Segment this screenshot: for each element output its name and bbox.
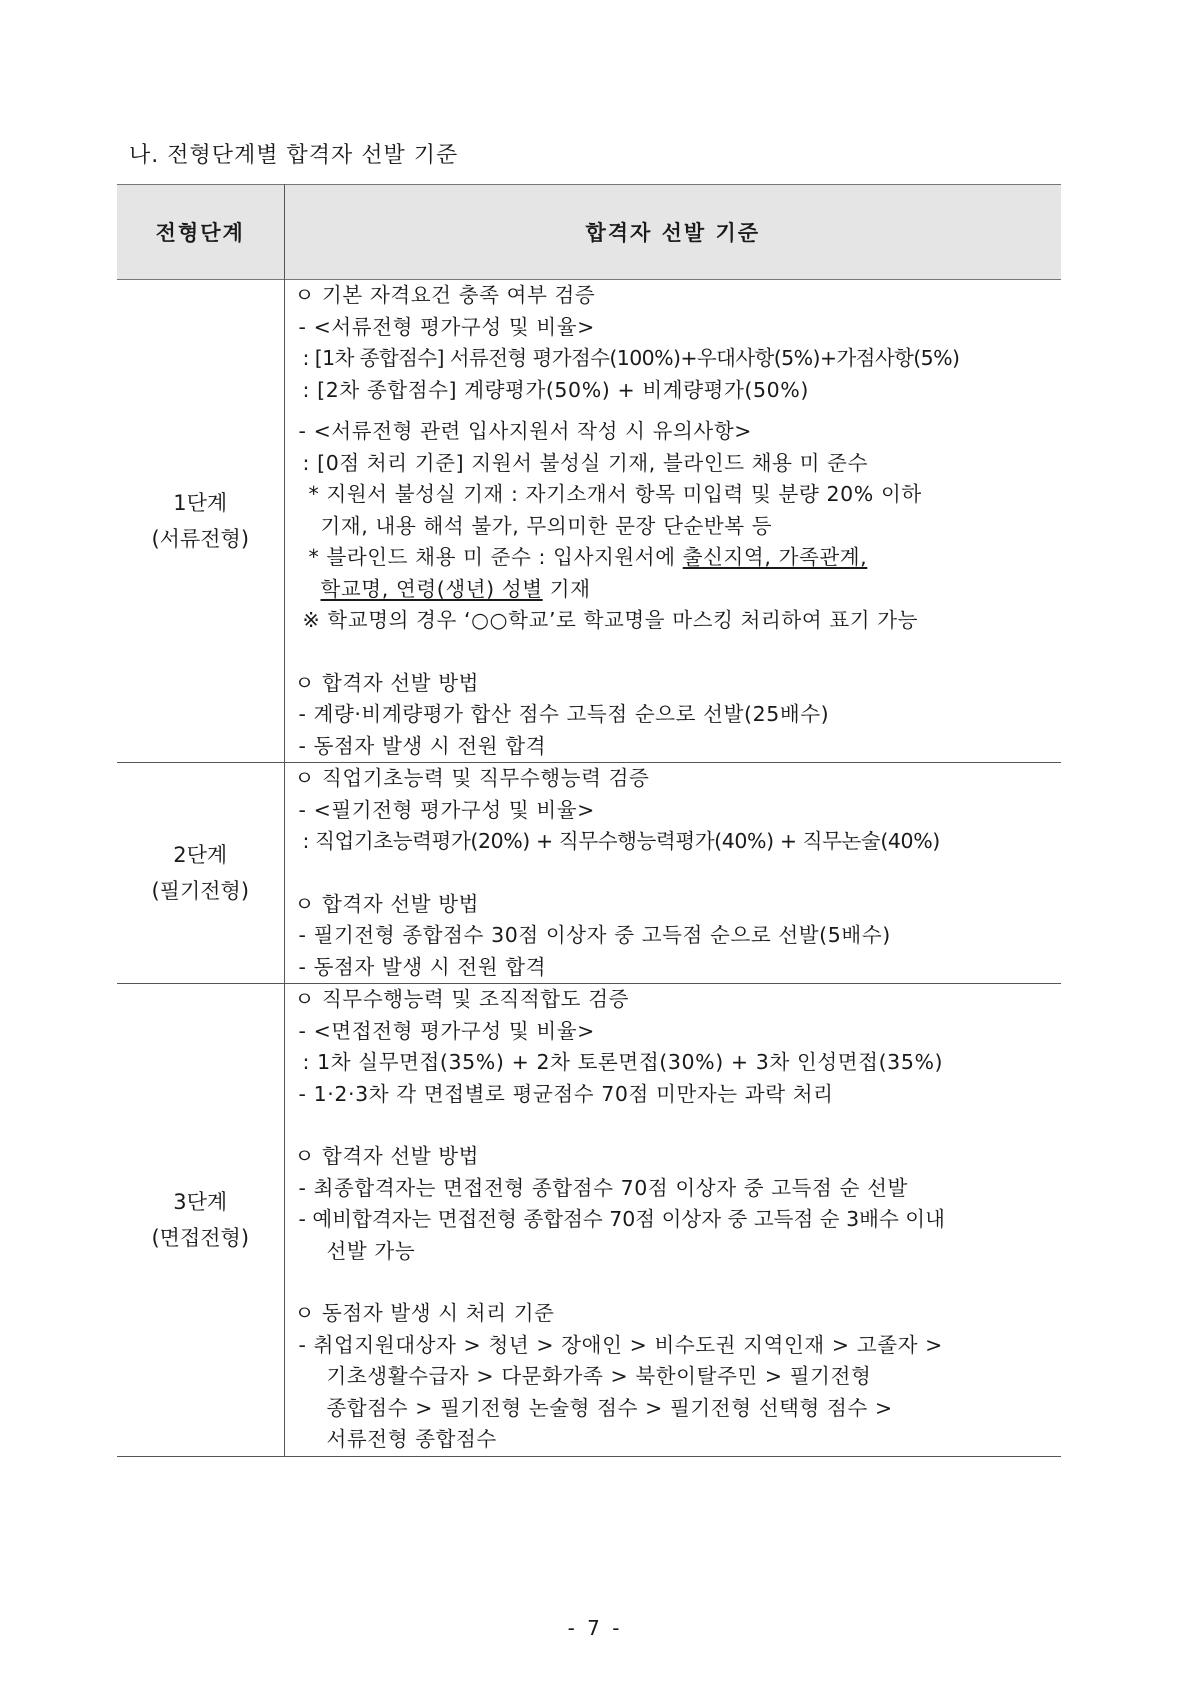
note-text: * 블라인드 채용 미 준수 : 입사지원서에 bbox=[308, 545, 683, 569]
selection-criteria-table bbox=[117, 184, 1061, 1457]
stage-name: 2단계 bbox=[173, 843, 228, 867]
criteria-heading: ㅇ 기본 자격요건 충족 여부 검증 bbox=[294, 283, 596, 307]
criteria-item: - 취업지원대상자 > 청년 > 장애인 > 비수도권 지역인재 > 고졸자 > bbox=[298, 1332, 943, 1357]
criteria-heading: ㅇ 합격자 선발 방법 bbox=[294, 670, 480, 695]
stage-type: (서류전형) bbox=[151, 527, 250, 551]
table-header-row bbox=[117, 185, 1061, 280]
criteria-item: - 1·2·3차 각 면접별로 평균점수 70점 미만자는 과락 처리 bbox=[298, 1081, 834, 1106]
table-row bbox=[117, 280, 1061, 763]
criteria-item-cont: 서류전형 종합점수 bbox=[326, 1427, 497, 1451]
criteria-item: - <서류전형 평가구성 및 비율> bbox=[298, 314, 595, 339]
stage-type: (면접전형) bbox=[151, 1225, 250, 1250]
criteria-detail: : 직업기초능력평가(20%) + 직무수행능력평가(40%) + 직무논술(40%) bbox=[302, 829, 940, 853]
criteria-note-cont: 기재, 내용 해석 불가, 무의미한 문장 단순반복 등 bbox=[320, 513, 773, 538]
criteria-note: * 지원서 불성실 기재 : 자기소개서 항목 미입력 및 분량 20% 이하 bbox=[308, 482, 922, 506]
criteria-detail: : 1차 실무면접(35%) + 2차 토론면접(30%) + 3차 인성면접(35%) bbox=[302, 1050, 944, 1074]
criteria-item-cont: 기초생활수급자 > 다문화가족 > 북한이탈주민 > 필기전형 bbox=[326, 1364, 872, 1388]
criteria-item-cont: 선발 가능 bbox=[326, 1238, 416, 1263]
criteria-item: - 동점자 발생 시 전원 합격 bbox=[298, 954, 547, 979]
criteria-note bbox=[285, 542, 1062, 574]
stage-type: (필기전형) bbox=[151, 879, 250, 903]
underlined-text: 학교명, 연령(생년) 성별 bbox=[320, 576, 543, 601]
criteria-cell bbox=[284, 763, 1061, 984]
section-title: 나. 전형단계별 합격자 선발 기준 bbox=[129, 143, 459, 168]
criteria-heading: ㅇ 합격자 선발 방법 bbox=[294, 1144, 480, 1168]
criteria-heading: ㅇ 직무수행능력 및 조직적합도 검증 bbox=[294, 987, 630, 1011]
criteria-item: - <서류전형 관련 입사지원서 작성 시 유의사항> bbox=[298, 419, 753, 443]
note-text: 기재 bbox=[542, 576, 591, 601]
criteria-detail: : [2차 종합점수] 계량평가(50%) + 비계량평가(50%) bbox=[302, 377, 809, 402]
criteria-item: - 동점자 발생 시 전원 합격 bbox=[298, 733, 547, 758]
criteria-item: - 예비합격자는 면접전형 종합점수 70점 이상자 중 고득점 순 3배수 이내 bbox=[298, 1207, 945, 1231]
stage-name: 3단계 bbox=[173, 1189, 228, 1214]
table-row bbox=[117, 984, 1061, 1457]
header-stage: 전형단계 bbox=[117, 185, 284, 280]
criteria-detail: : [0점 처리 기준] 지원서 불성실 기재, 블라인드 채용 미 준수 bbox=[302, 450, 868, 475]
stage-cell bbox=[117, 984, 284, 1457]
criteria-detail: : [1차 종합점수] 서류전형 평가점수(100%)+우대사항(5%)+가점사항(5%) bbox=[302, 346, 960, 370]
criteria-heading: ㅇ 동점자 발생 시 처리 기준 bbox=[294, 1301, 555, 1325]
stage-cell bbox=[117, 763, 284, 984]
criteria-cell bbox=[284, 280, 1061, 763]
page-number: - 7 - bbox=[567, 1616, 623, 1640]
criteria-item: - 필기전형 종합점수 30점 이상자 중 고득점 순으로 선발(5배수) bbox=[298, 923, 891, 947]
criteria-heading: ㅇ 직업기초능력 및 직무수행능력 검증 bbox=[294, 766, 650, 790]
criteria-remark: ※ 학교명의 경우 ‘○○학교’로 학교명을 마스킹 처리하여 표기 가능 bbox=[302, 608, 919, 632]
underlined-text: 출신지역, 가족관계, bbox=[682, 545, 868, 569]
criteria-heading: ㅇ 합격자 선발 방법 bbox=[294, 891, 480, 916]
criteria-item: - 계량·비계량평가 합산 점수 고득점 순으로 선발(25배수) bbox=[298, 702, 830, 726]
header-criteria: 합격자 선발 기준 bbox=[284, 185, 1061, 280]
table-row bbox=[117, 763, 1061, 984]
stage-cell bbox=[117, 280, 284, 763]
criteria-note-cont bbox=[285, 574, 1062, 606]
criteria-item-cont: 종합점수 > 필기전형 논술형 점수 > 필기전형 선택형 점수 > bbox=[326, 1395, 893, 1420]
criteria-item: - <필기전형 평가구성 및 비율> bbox=[298, 797, 595, 822]
stage-name: 1단계 bbox=[173, 491, 228, 515]
criteria-item: - 최종합격자는 면접전형 종합점수 70점 이상자 중 고득점 순 선발 bbox=[298, 1175, 908, 1200]
criteria-item: - <면접전형 평가구성 및 비율> bbox=[298, 1018, 595, 1043]
criteria-cell bbox=[284, 984, 1061, 1457]
